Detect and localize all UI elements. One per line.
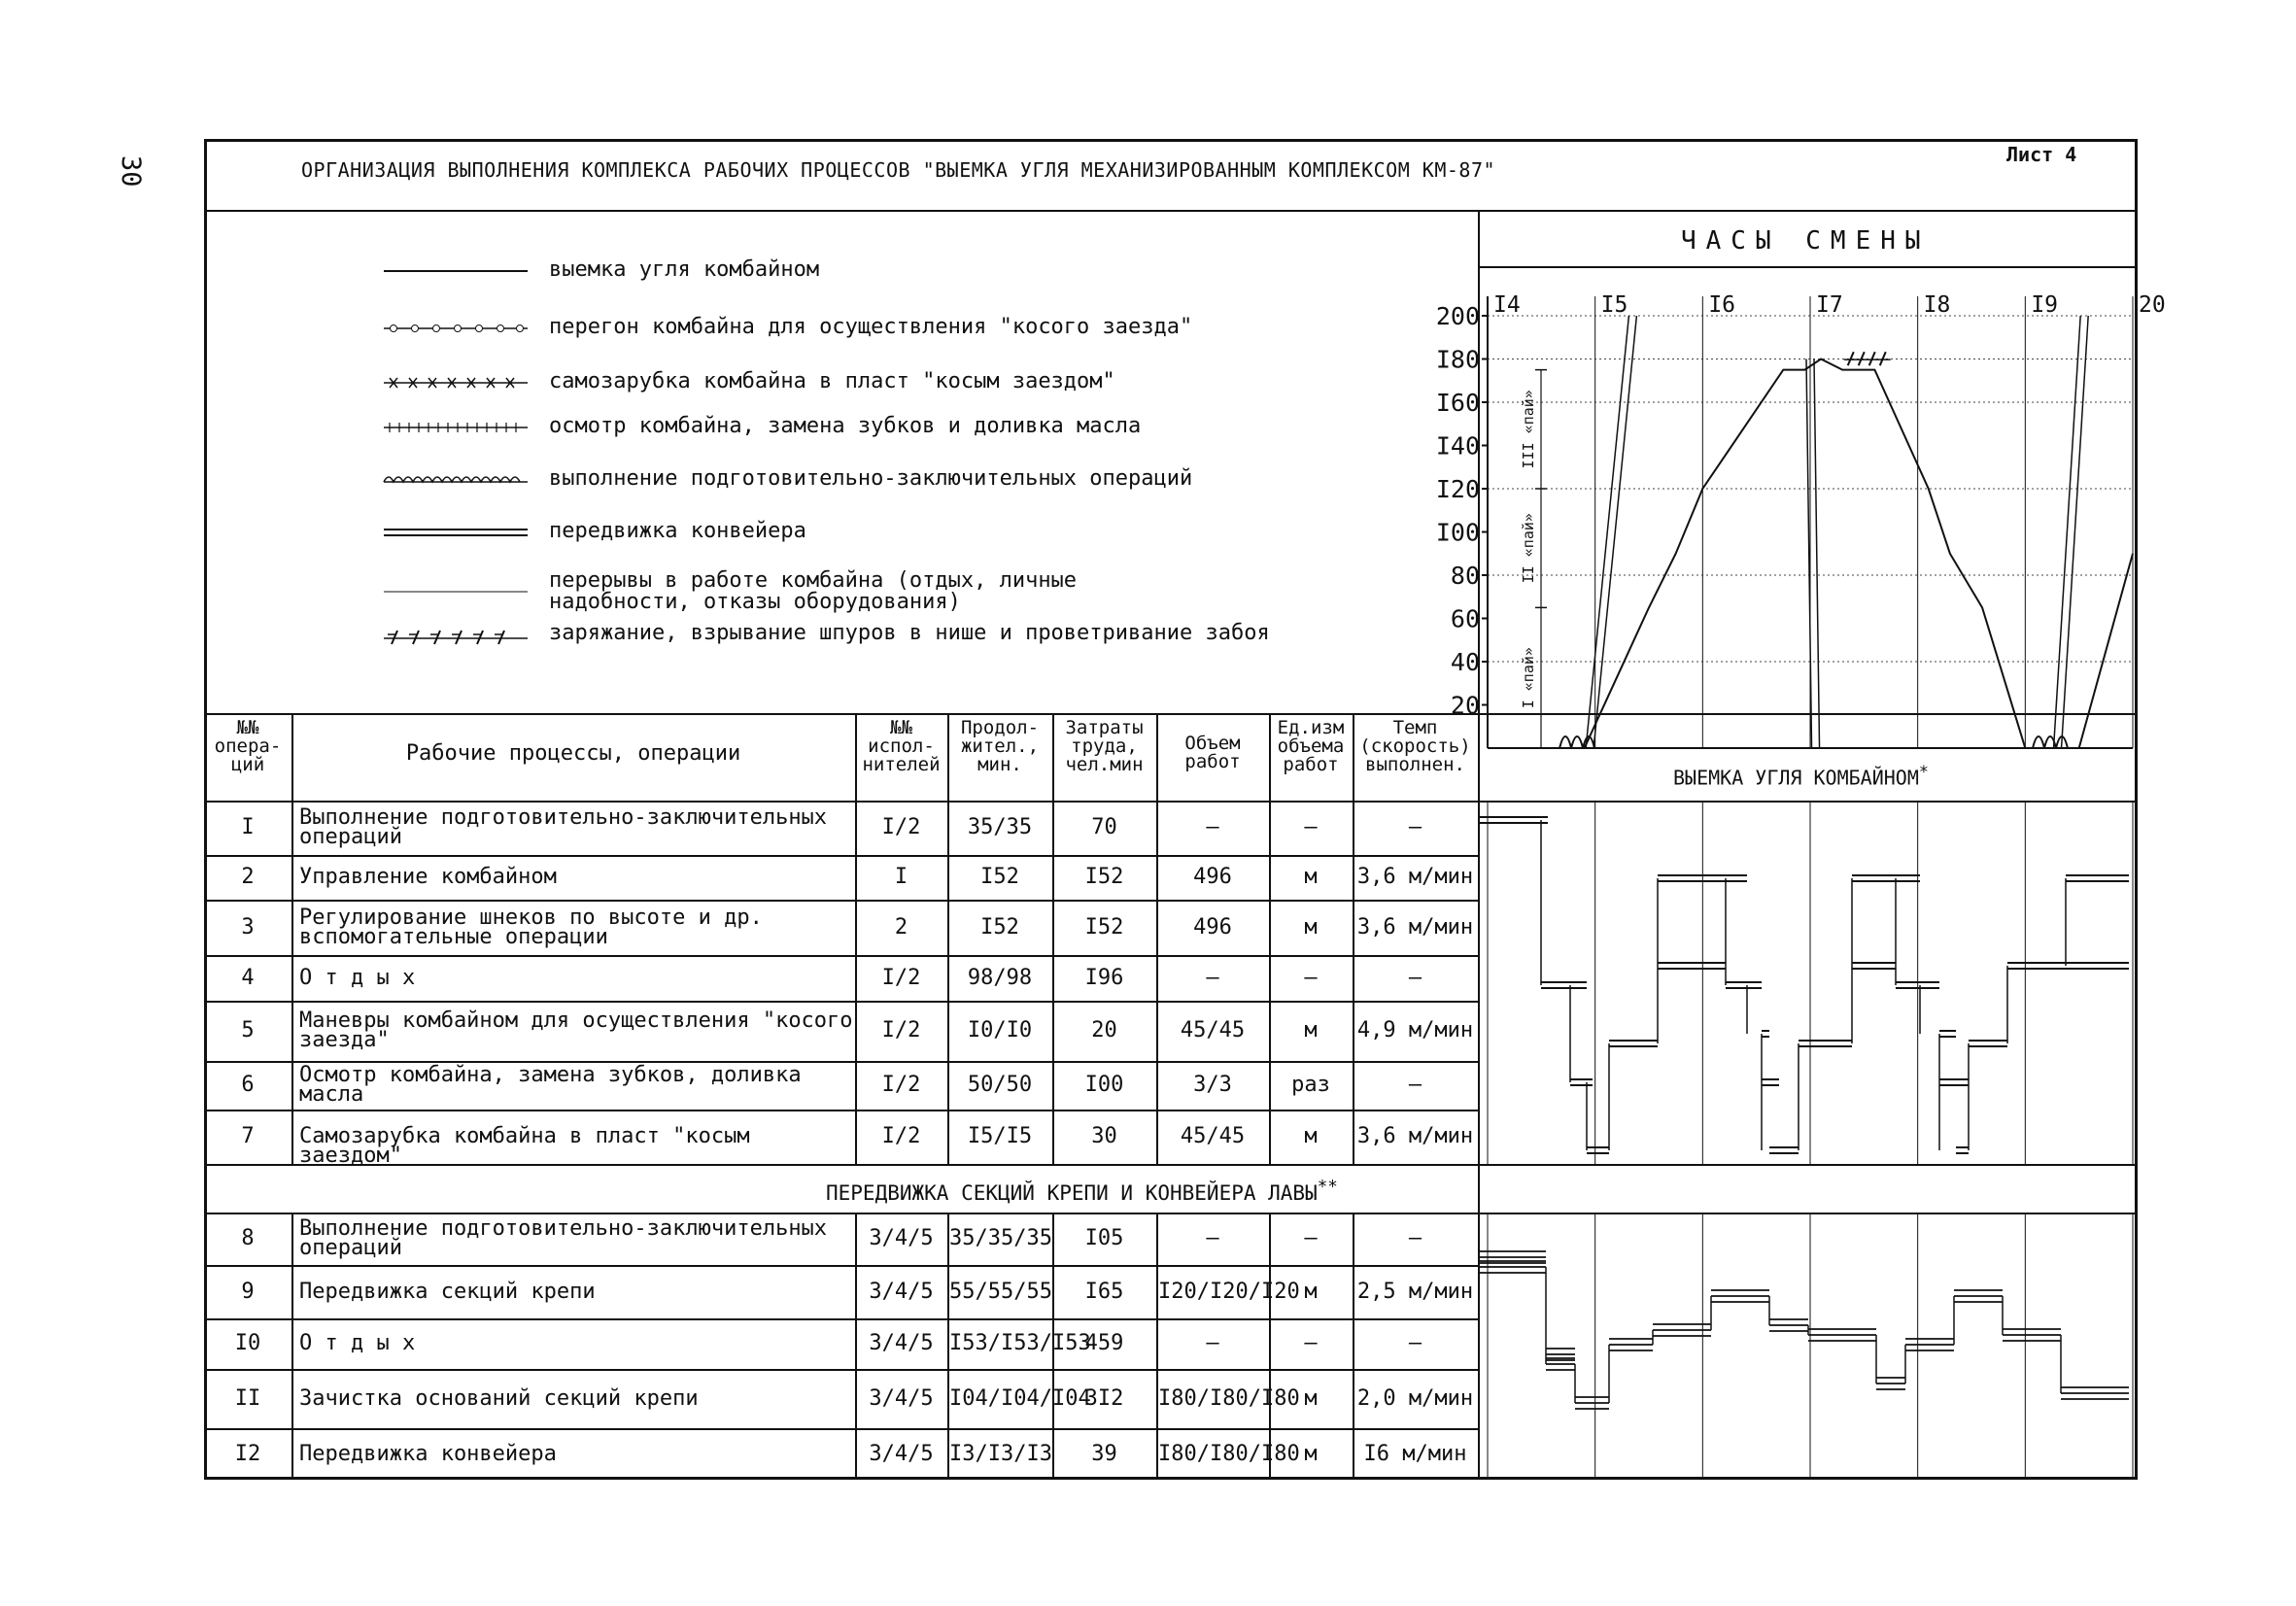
support-section-title-text: ПЕРЕДВИЖКА СЕКЦИЙ КРЕПИ И КОНВЕЙЕРА ЛАВЫ [826, 1181, 1318, 1205]
cell-duration: I52 [980, 914, 1019, 940]
cell-duration: I04/I04/I04 [949, 1385, 1091, 1411]
shift-hours-chart [1399, 282, 2166, 768]
legend-text: выполнение подготовительно-заключительных операций [549, 466, 1193, 491]
cell-unit: м [1304, 1018, 1318, 1042]
row-line [204, 1318, 1478, 1320]
legend-text-line: перерывы в работе комбайна (отдых, личные [549, 568, 1078, 593]
x-tick-label: I5 [1600, 292, 1628, 318]
cell-rate: 2,5 м/мин [1356, 1279, 1474, 1304]
cell-process: Передвижка секций крепи [299, 1279, 596, 1304]
row-line [204, 955, 1478, 957]
cell-process: О т д ы х [299, 965, 416, 990]
zone-label: II «пай» [1520, 513, 1537, 584]
y-tick-label: 200 [1435, 302, 1480, 330]
cell-duration: I52 [980, 865, 1019, 889]
cell-labor: 3I2 [1084, 1385, 1124, 1411]
combine-transfer-line [2062, 316, 2089, 748]
legend-text-line: надобности, отказы оборудования) [549, 590, 961, 614]
legend-item [384, 367, 1472, 406]
x-tick-label: I7 [1816, 292, 1843, 318]
cell-num: I0 [234, 1331, 261, 1355]
cell-volume: I20/I20/I20 [1158, 1279, 1300, 1304]
cell-num: I [241, 815, 255, 839]
legend-text [549, 570, 1077, 613]
cell-unit: м [1304, 914, 1318, 940]
cell-process: О т д ы х [299, 1331, 416, 1355]
cell-unit: – [1304, 1331, 1318, 1355]
cell-labor: I96 [1084, 965, 1124, 990]
cell-rate: – [1408, 965, 1422, 990]
cell-executors: I/2 [881, 1073, 921, 1097]
cell-num: 6 [241, 1073, 255, 1097]
legend-text: самозарубка комбайна в пласт "косым заездом" [549, 369, 1115, 393]
combine-transfer-line [1814, 359, 1820, 749]
cell-rate: – [1408, 815, 1422, 839]
cell-labor: I05 [1084, 1226, 1124, 1250]
cell-process: Выполнение подготовительно-заключительных операций [299, 1216, 828, 1260]
column-line [1052, 713, 1054, 1164]
cell-labor: I65 [1084, 1279, 1124, 1304]
header-unit: Ед.изм объема работ [1277, 717, 1345, 775]
cell-process: Самозарубка комбайна в пласт "косым заездом" [299, 1124, 750, 1168]
cell-unit: м [1304, 1279, 1318, 1304]
header-rate: Темп (скорость) выполнен. [1359, 717, 1471, 775]
header-process: Рабочие процессы, операции [405, 741, 741, 766]
cell-duration: 35/35/35 [949, 1226, 1052, 1250]
row-line [204, 855, 1478, 857]
table-top-line [204, 713, 2138, 715]
arcs-line-icon [384, 464, 528, 492]
cell-unit: – [1304, 1226, 1318, 1250]
column-line [1353, 713, 1354, 1164]
y-tick-label: 40 [1450, 648, 1480, 676]
combine-transfer-line [1586, 316, 1628, 748]
thin-line-icon [384, 576, 528, 603]
cell-num: 5 [241, 1018, 255, 1042]
cell-duration: I53/I53/I53 [949, 1331, 1091, 1355]
row-line [204, 1001, 1478, 1003]
page-number: 30 [116, 155, 146, 188]
cell-volume: – [1206, 1331, 1219, 1355]
cell-rate: – [1408, 1331, 1422, 1355]
legend-item [384, 256, 1472, 294]
legend-item [384, 313, 1472, 352]
cell-executors: I/2 [881, 1018, 921, 1042]
schedule-bars [1478, 801, 2138, 1480]
cell-executors: 2 [894, 914, 908, 940]
legend-item [384, 464, 1472, 503]
cell-executors: 3/4/5 [869, 1331, 934, 1355]
x-tick-label: 20 [2139, 292, 2166, 318]
cell-duration: 98/98 [967, 965, 1033, 990]
column-line [855, 713, 857, 1164]
ticks-line-icon [384, 412, 528, 439]
cell-executors: 3/4/5 [869, 1441, 934, 1466]
cell-process: Зачистка оснований секций крепи [299, 1385, 699, 1411]
cell-num: 8 [241, 1226, 255, 1250]
cell-executors: 3/4/5 [869, 1279, 934, 1304]
cell-rate: 2,0 м/мин [1356, 1385, 1474, 1411]
cell-unit: раз [1291, 1073, 1330, 1097]
cell-volume: I80/I80/I80 [1158, 1385, 1300, 1411]
cell-duration: 35/35 [967, 815, 1033, 839]
cell-labor: 70 [1091, 815, 1117, 839]
row-line [204, 1428, 1478, 1430]
column-line [947, 713, 949, 1164]
column-line [291, 1213, 293, 1480]
cell-num: 7 [241, 1124, 255, 1148]
blasting-marker [1869, 352, 1875, 365]
cell-num: 9 [241, 1279, 255, 1304]
cell-duration: I5/I5 [967, 1124, 1033, 1148]
cell-unit: м [1304, 865, 1318, 889]
cell-volume: 45/45 [1180, 1018, 1246, 1042]
y-tick-label: 20 [1450, 691, 1480, 720]
cell-rate: 3,6 м/мин [1356, 1124, 1474, 1148]
y-tick-label: I60 [1435, 389, 1480, 417]
cell-labor: I00 [1084, 1073, 1124, 1097]
cell-volume: 496 [1193, 914, 1232, 940]
combine-transfer-line [2054, 316, 2081, 748]
cell-labor: 459 [1084, 1331, 1124, 1355]
row-line [204, 1369, 1478, 1371]
solid-line-icon [384, 256, 528, 283]
footnote-mark: * [1918, 763, 1929, 781]
legend-item [384, 412, 1472, 451]
cell-labor: 20 [1091, 1018, 1117, 1042]
cell-process: Осмотр комбайна, замена зубков, доливка масла [299, 1063, 802, 1107]
y-tick-label: I80 [1435, 345, 1480, 374]
cell-num: 3 [241, 914, 255, 940]
header-labor: Затраты труда, чел.мин [1065, 717, 1144, 775]
crosses-line-icon [384, 367, 528, 394]
header-volume: Объем работ [1184, 733, 1241, 772]
title-divider [204, 210, 2138, 212]
cell-unit: м [1304, 1385, 1318, 1411]
cell-executors: I/2 [881, 815, 921, 839]
cell-volume: 496 [1193, 865, 1232, 889]
cell-volume: – [1206, 1226, 1219, 1250]
legend-item [384, 566, 1472, 625]
cell-volume: – [1206, 965, 1219, 990]
circles-line-icon [384, 313, 528, 340]
cell-labor: I52 [1084, 914, 1124, 940]
cell-duration: I0/I0 [967, 1018, 1033, 1042]
cell-executors: 3/4/5 [869, 1385, 934, 1411]
legend-item [384, 619, 1472, 658]
cell-executors: I [894, 865, 908, 889]
cell-labor: 30 [1091, 1124, 1117, 1148]
column-line [291, 713, 293, 1164]
y-tick-label: I00 [1435, 518, 1480, 547]
column-line [1269, 713, 1271, 1164]
page-title: ОРГАНИЗАЦИЯ ВЫПОЛНЕНИЯ КОМПЛЕКСА РАБОЧИХ ПРОЦЕССОВ "ВЫЕМКА УГЛЯ МЕХАНИЗИРОВАННЫМ КОМПЛЕКСОМ КМ-87" [301, 158, 1496, 182]
cell-process: Выполнение подготовительно-заключительных операций [299, 805, 828, 849]
cell-num: 2 [241, 865, 255, 889]
cell-process: Передвижка конвейера [299, 1441, 557, 1466]
double-line-icon [384, 517, 528, 544]
row-line [204, 900, 1478, 902]
x-tick-label: I9 [2031, 292, 2059, 318]
cell-num: I2 [234, 1441, 261, 1466]
cell-rate: 3,6 м/мин [1356, 914, 1474, 940]
cell-executors: I/2 [881, 965, 921, 990]
cell-duration: I3/I3/I3 [949, 1441, 1052, 1466]
footnote-mark: ** [1317, 1178, 1338, 1197]
legend-text: выемка угля комбайном [549, 257, 820, 282]
support-section-title [826, 1178, 1338, 1205]
legend-item [384, 517, 1472, 556]
cell-rate: 4,9 м/мин [1356, 1018, 1474, 1042]
x-tick-label: I4 [1493, 292, 1521, 318]
legend-text: осмотр комбайна, замена зубков и доливка масла [549, 414, 1142, 438]
cell-rate: I6 м/мин [1363, 1441, 1467, 1466]
legend-text: передвижка конвейера [549, 519, 806, 543]
y-tick-label: 60 [1450, 604, 1480, 633]
cell-volume: 45/45 [1180, 1124, 1246, 1148]
header-duration: Продол- жител., мин. [960, 717, 1040, 775]
combine-transfer-line [1806, 359, 1812, 749]
y-tick-label: I40 [1435, 431, 1480, 461]
y-tick-label: I20 [1435, 475, 1480, 503]
cell-executors: I/2 [881, 1124, 921, 1148]
cell-labor: 39 [1091, 1441, 1117, 1466]
zone-label: I «пай» [1520, 647, 1537, 709]
cell-unit: м [1304, 1124, 1318, 1148]
cell-volume: – [1206, 815, 1219, 839]
sheet-number: Лист 4 [2006, 143, 2077, 166]
x-tick-label: I8 [1923, 292, 1951, 318]
cell-unit: м [1304, 1441, 1318, 1466]
chart-header-divider [1478, 266, 2138, 268]
cell-rate: 3,6 м/мин [1356, 865, 1474, 889]
blasting-marker [1880, 352, 1886, 365]
legend-text: заряжание, взрывание шпуров в нише и проветривание забоя [549, 621, 1270, 645]
x-tick-label: I6 [1708, 292, 1736, 318]
cell-process: Управление комбайном [299, 865, 557, 889]
cell-process: Маневры комбайном для осуществления "косого заезда" [299, 1008, 853, 1052]
row-line [204, 1110, 1478, 1111]
y-tick-label: 80 [1450, 562, 1480, 590]
header-num: №№ опера- ций [214, 717, 282, 775]
shift-hours-title: ЧАСЫ СМЕНЫ [1681, 226, 1931, 256]
cell-volume: 3/3 [1193, 1073, 1232, 1097]
cell-duration: 55/55/55 [949, 1279, 1052, 1304]
legend-text: перегон комбайна для осуществления "косого заезда" [549, 315, 1193, 339]
zone-label: III «пай» [1520, 390, 1537, 469]
cut-section-title-text: ВЫЕМКА УГЛЯ КОМБАЙНОМ [1673, 766, 1919, 790]
header-executors: №№ испол- нителей [862, 717, 941, 775]
cell-num: II [234, 1385, 261, 1411]
cell-labor: I52 [1084, 865, 1124, 889]
cell-executors: 3/4/5 [869, 1226, 934, 1250]
hooks-line-icon [384, 619, 528, 646]
row-line [204, 1265, 1478, 1267]
column-line [1156, 713, 1158, 1164]
cell-unit: – [1304, 965, 1318, 990]
cell-rate: – [1408, 1226, 1422, 1250]
cell-process: Регулирование шнеков по высоте и др. вспомогательные операции [299, 905, 763, 949]
cell-unit: – [1304, 815, 1318, 839]
cell-num: 4 [241, 965, 255, 990]
cell-volume: I80/I80/I80 [1158, 1441, 1300, 1466]
cell-rate: – [1408, 1073, 1422, 1097]
cell-duration: 50/50 [967, 1073, 1033, 1097]
